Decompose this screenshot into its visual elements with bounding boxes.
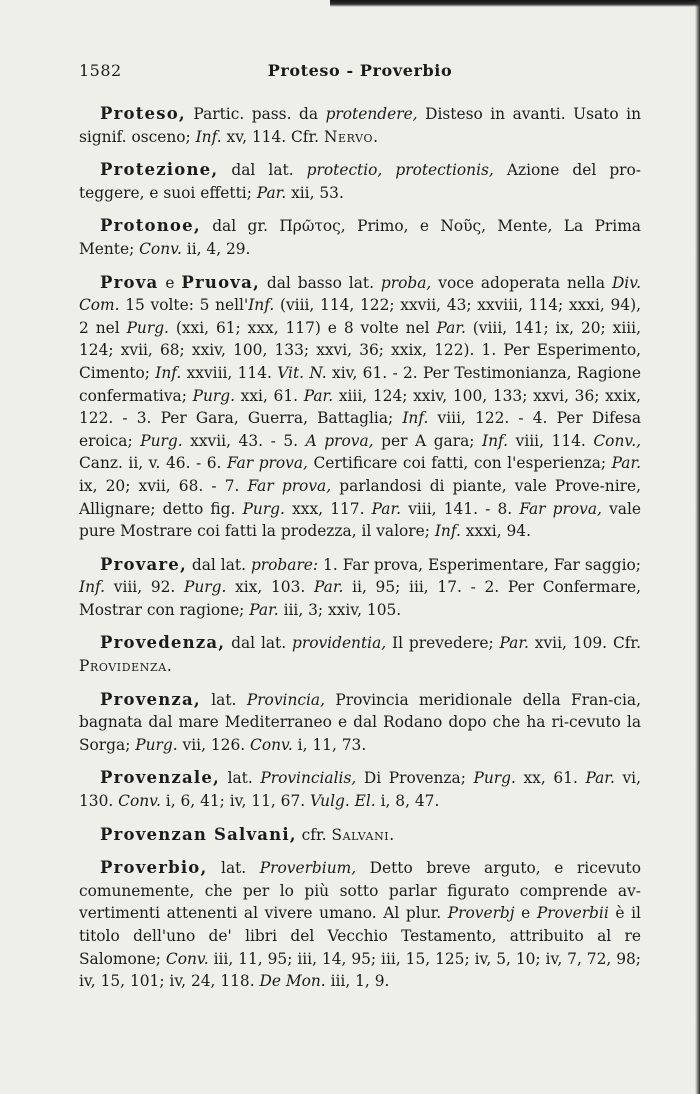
entry-text: viii, 141. - 8. <box>401 499 520 518</box>
entry-citation-italic: Par. <box>436 318 466 337</box>
entry-citation-italic: proba, <box>380 273 432 292</box>
entry-citation-italic: Par. <box>313 578 344 597</box>
entry-citation-italic: De Mon. <box>259 972 326 991</box>
entry-text: (xxi, 61; xxx, 117) e 8 volte nel <box>168 318 437 337</box>
page-header <box>79 61 641 85</box>
dictionary-entry <box>79 767 641 812</box>
entry-citation-italic: providentia, <box>292 634 387 653</box>
entry-citation-italic: Purg. <box>135 735 178 754</box>
entry-text: (viii, 114, 122; xxvii, 43; xxviii, 114; xxxi, 94), 2 nel <box>79 296 641 337</box>
entry-text: i, 8, 47. <box>375 792 440 811</box>
entry-text: dal lat. <box>186 555 251 574</box>
entry-headword: Prova <box>100 272 159 292</box>
entry-text: dal lat. <box>225 634 292 653</box>
entry-text: parlandosi di piante, vale Prove-nire, Allignare; detto fig. <box>79 476 641 518</box>
entry-citation-italic: Far prova, <box>519 499 602 518</box>
entry-citation-italic: Conv. <box>165 949 209 968</box>
entry-text: Provincia meridionale della Fran-cia, bagnata dal mare Mediterraneo e dal Rodano dopo che ha ri-cevuto la Sorga; <box>79 690 641 754</box>
entry-citation-italic: Proverbii <box>536 904 609 923</box>
entry-citation-italic: protectio, protectionis, <box>306 161 494 180</box>
entry-citation-italic: Conv., <box>593 431 642 450</box>
entry-text: iii, 1, 9. <box>325 972 390 991</box>
entry-text: 15 volte: 5 nell' <box>119 296 249 315</box>
entry-citation-italic: A prova, <box>305 431 374 450</box>
entry-citation-italic: Inf. <box>248 296 275 315</box>
entry-text: viii, 114. <box>508 431 594 450</box>
entry-citation-italic: Div. Com. <box>79 273 641 315</box>
entry-citation-italic: probare: <box>250 555 319 574</box>
entry-text: xiii, 124; xxiv, 100, 133; xxvi, 36; xxix, 122. - 3. Per Gara, Guerra, Battaglia; <box>79 386 641 428</box>
entry-citation-italic: Inf. <box>195 127 222 146</box>
entry-citation-italic: Purg. <box>192 386 235 405</box>
entry-text: xx, 61. <box>515 769 586 788</box>
entry-text: xv, 114. Cfr. <box>221 127 324 146</box>
entry-text: Certificare coi fatti, con l'esperienza; <box>307 454 612 473</box>
entry-headword: Provare, <box>100 554 187 574</box>
entry-citation-italic: Par. <box>256 183 287 202</box>
entry-citation-italic: Proverbj <box>447 904 515 923</box>
entry-headword: Provenzan Salvani, <box>100 824 297 844</box>
entry-text: voce adoperata nella <box>431 273 612 292</box>
dictionary-entry <box>79 103 641 148</box>
entry-text: xiv, 61. - 2. Per Testimonianza, Ragione confermativa; <box>79 363 641 405</box>
entry-text: ii, 4, 29. <box>181 239 251 258</box>
entry-citation-italic: Par. <box>611 454 642 473</box>
entry-text: vii, 126. <box>177 735 251 754</box>
entry-citation-italic: Conv. <box>139 239 182 258</box>
entry-text: Canz. ii, v. 46. - 6. <box>79 454 227 473</box>
entry-citation-italic: Conv. <box>118 792 161 811</box>
entry-text: xxviii, 114. <box>181 363 278 382</box>
entry-text: iii, 3; xxiv, 105. <box>278 600 402 619</box>
entry-citation-italic: Par. <box>249 600 279 619</box>
entry-citation-italic: Par. <box>585 769 615 788</box>
entry-citation-italic: Conv. <box>250 735 293 754</box>
page-number: 1582 <box>79 61 122 80</box>
entry-text: i, 6, 41; iv, 11, 67. <box>160 792 311 811</box>
dictionary-entry <box>79 215 641 260</box>
entry-citation-italic: protendere, <box>325 105 418 123</box>
entry-cross-reference: Providenza. <box>79 657 173 676</box>
entry-citation-italic: Provincia, <box>246 690 325 709</box>
entry-text: (viii, 141; ix, 20; xiii, 124; xvii, 68; xxiv, 100, 133; xxvi, 36; xxix, 122). 1. Per Esperimento, Cimento; <box>79 318 641 382</box>
entry-citation-italic: Vit. N. <box>277 363 327 382</box>
entry-citation-italic: Far prova, <box>226 454 308 473</box>
entry-citation-italic: Purg. <box>184 578 227 597</box>
entry-headword: Protezione, <box>100 160 219 180</box>
entry-citation-italic: Purg. <box>126 318 169 337</box>
dictionary-entry <box>79 689 641 757</box>
entry-citation-italic: Proverbium, <box>259 859 357 878</box>
entry-headword: Proteso, <box>100 104 186 123</box>
entry-citation-italic: Par. <box>303 386 334 405</box>
entry-citation-italic: Purg. <box>242 499 285 518</box>
dictionary-entry <box>79 159 641 204</box>
entry-text: ii, 95; iii, 17. - 2. Per Confermare, Mostrar con ragione; <box>79 578 641 619</box>
entry-headword: Proverbio, <box>100 858 208 878</box>
entry-text: vale pure Mostrare coi fatti la prodezza, il valore; <box>79 499 642 541</box>
entry-text: xxxi, 94. <box>460 522 531 541</box>
entry-cross-reference: Salvani. <box>331 825 395 844</box>
entry-text: xxx, 117. <box>284 499 372 518</box>
dictionary-entries <box>79 103 641 1004</box>
entry-text: lat. <box>207 859 260 878</box>
entry-text: xvii, 109. Cfr. <box>528 634 641 653</box>
entry-text: iii, 11, 95; iii, 14, 95; iii, 15, 125; iv, 5, 10; iv, 7, 72, 98; iv, 15, 101; iv, 24, 118. <box>79 949 641 991</box>
entry-cross-reference: Nervo. <box>323 127 379 146</box>
entry-text: Detto breve arguto, e ricevuto comunemente, che per lo più sotto parlar figurato comprende av-vertimenti attenenti al vivere umano. Al plur. <box>79 859 641 923</box>
entry-citation-italic: Inf. <box>482 431 509 450</box>
entry-text: e <box>158 273 182 292</box>
page-edge-shadow-top <box>330 0 700 7</box>
entry-text: Azione del pro-teggere, e suoi effetti; <box>79 161 642 202</box>
entry-text: e <box>514 904 537 923</box>
entry-citation-italic: Far prova, <box>247 476 332 495</box>
dictionary-entry <box>79 554 641 622</box>
dictionary-entry <box>79 824 641 847</box>
entry-headword: Protonoe, <box>100 216 201 236</box>
entry-text: ix, 20; xvii, 68. - 7. <box>79 476 248 495</box>
entry-text: xix, 103. <box>226 578 314 597</box>
entry-text: dal lat. <box>218 161 307 180</box>
entry-citation-italic: Purg. <box>473 769 516 788</box>
entry-text: Partic. pass. da <box>185 105 326 123</box>
entry-citation-italic: Purg. <box>140 431 183 450</box>
entry-text: è il titolo dell'uno de' libri del Vecchio Testamento, attribuito al re Salomone; <box>79 904 641 968</box>
entry-headword: Provenzale, <box>100 768 220 788</box>
page-edge-shadow-right <box>695 0 700 1094</box>
entry-citation-italic: Inf. <box>155 363 182 382</box>
entry-text: dal basso lat. <box>259 273 381 292</box>
entry-citation-italic: Inf. <box>79 578 106 597</box>
entry-text: lat. <box>200 690 247 709</box>
entry-text: cfr. <box>296 825 332 844</box>
entry-text: viii, 122. - 4. Per Difesa eroica; <box>79 409 641 450</box>
entry-text: lat. <box>219 769 261 788</box>
dictionary-entry <box>79 632 641 677</box>
entry-text: xxi, 61. <box>234 386 304 405</box>
entry-text: Il prevedere; <box>386 634 500 653</box>
entry-text: 1. Far prova, Esperimentare, Far saggio; <box>318 555 641 574</box>
entry-citation-italic: Inf. <box>434 522 461 541</box>
entry-text: i, 11, 73. <box>292 735 367 754</box>
entry-text: xxvii, 43. - 5. <box>182 431 306 450</box>
entry-text: dal gr. Πρῶτος, Primo, e Νοῦς, Mente, La Prima Mente; <box>79 217 641 258</box>
entry-headword: Provenza, <box>100 689 201 709</box>
dictionary-entry <box>79 857 641 993</box>
entry-headword: Provedenza, <box>100 633 226 653</box>
entry-text: vi, 130. <box>79 769 641 811</box>
entry-text: viii, 92. <box>105 578 185 597</box>
entry-citation-italic: Vulg. El. <box>310 792 376 811</box>
entry-text: Di Provenza; <box>356 769 474 788</box>
entry-citation-italic: Par. <box>499 634 529 653</box>
entry-text: xii, 53. <box>286 183 344 202</box>
entry-headword: Pruova, <box>181 272 260 292</box>
entry-text: per A gara; <box>373 431 483 450</box>
entry-text: Disteso in avanti. Usato in signif. osceno; <box>79 105 641 146</box>
entry-citation-italic: Provincialis, <box>260 769 357 788</box>
dictionary-entry <box>79 272 641 543</box>
entry-citation-italic: Par. <box>371 499 402 518</box>
entry-citation-italic: Inf. <box>402 409 429 428</box>
running-head: Proteso - Proverbio <box>267 61 453 80</box>
